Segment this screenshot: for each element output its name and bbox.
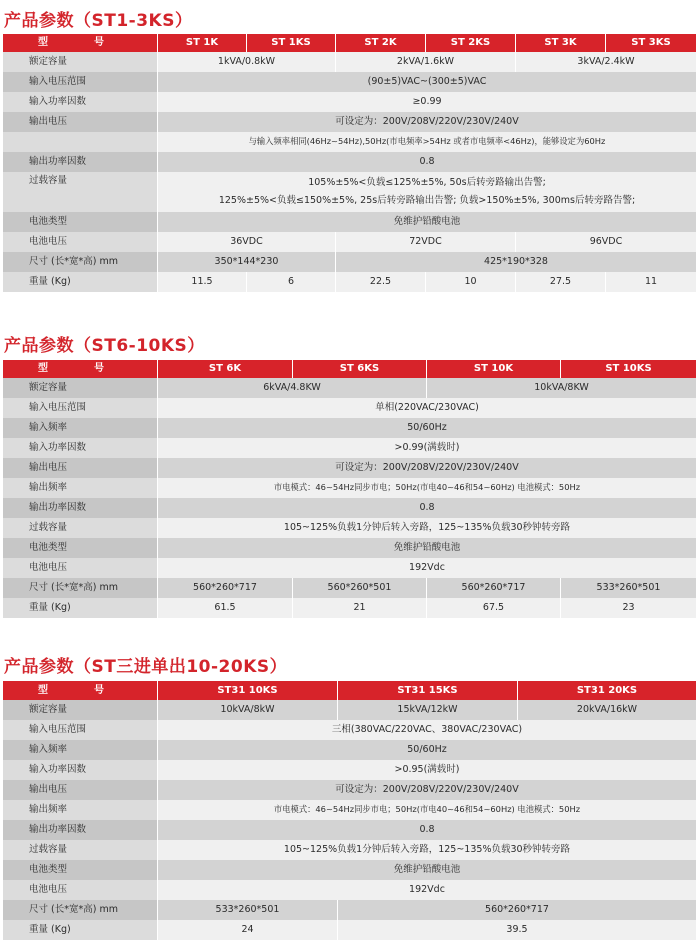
row-label: 输出电压 bbox=[3, 780, 158, 800]
value-cell: 11 bbox=[606, 272, 696, 292]
model-header: 型 号 bbox=[3, 34, 158, 52]
row-label: 尺寸 (长*宽*高) mm bbox=[3, 578, 158, 598]
row-label: 尺寸 (长*宽*高) mm bbox=[3, 252, 158, 272]
value-cell: 6 bbox=[247, 272, 336, 292]
model-cell: ST31 15KS bbox=[338, 681, 518, 700]
model-cell: ST 6K bbox=[158, 360, 293, 378]
table-row bbox=[3, 418, 696, 438]
value-cell: 免维护铅酸电池 bbox=[158, 860, 696, 880]
model-header: 型 号 bbox=[3, 360, 158, 378]
spec-table bbox=[3, 681, 696, 940]
value-cell: 72VDC bbox=[336, 232, 516, 252]
table-row bbox=[3, 458, 696, 478]
table-row bbox=[3, 212, 696, 232]
value-cell: 0.8 bbox=[158, 498, 696, 518]
row-label: 输入功率因数 bbox=[3, 760, 158, 780]
overload-line: 125%±5%<负载≤150%±5%, 25s后转旁路输出告警; 负载>150%±5%, 300ms后转旁路告警; bbox=[218, 195, 636, 206]
row-label: 尺寸 (长*宽*高) mm bbox=[3, 900, 158, 920]
table-row bbox=[3, 740, 696, 760]
table-header bbox=[3, 360, 696, 378]
value-cell: 10kVA/8kW bbox=[158, 700, 338, 720]
row-label: 电池类型 bbox=[3, 538, 158, 558]
table-row bbox=[3, 72, 696, 92]
table-row bbox=[3, 498, 696, 518]
model-cell: ST 1KS bbox=[247, 34, 336, 52]
value-cell: 192Vdc bbox=[158, 558, 696, 578]
value-cell: 50/60Hz bbox=[158, 740, 696, 760]
table-row bbox=[3, 700, 696, 720]
section-title: 产品参数（ST1-3KS） bbox=[4, 11, 193, 31]
row-label bbox=[3, 132, 158, 152]
row-label: 输入电压范围 bbox=[3, 72, 158, 92]
value-cell: 6kVA/4.8KW bbox=[158, 378, 427, 398]
row-label: 输出电压 bbox=[3, 112, 158, 132]
table-row bbox=[3, 820, 696, 840]
section-title: 产品参数（ST6-10KS） bbox=[4, 336, 205, 356]
row-label: 输出频率 bbox=[3, 478, 158, 498]
table-row bbox=[3, 900, 696, 920]
value-cell: 192Vdc bbox=[158, 880, 696, 900]
row-label: 输出电压 bbox=[3, 458, 158, 478]
table-row bbox=[3, 378, 696, 398]
table-row bbox=[3, 272, 696, 292]
value-cell: 533*260*501 bbox=[158, 900, 338, 920]
value-cell: 三相(380VAC/220VAC、380VAC/230VAC) bbox=[158, 720, 696, 740]
value-cell: 96VDC bbox=[516, 232, 696, 252]
value-cell: >0.99(满载时) bbox=[158, 438, 696, 458]
value-cell: 425*190*328 bbox=[336, 252, 696, 272]
row-label: 输入功率因数 bbox=[3, 438, 158, 458]
value-cell: 20kVA/16kW bbox=[518, 700, 696, 720]
table-row bbox=[3, 840, 696, 860]
value-cell: 免维护铅酸电池 bbox=[158, 212, 696, 232]
model-cell: ST 2KS bbox=[426, 34, 516, 52]
value-cell: 61.5 bbox=[158, 598, 293, 618]
value-cell: 350*144*230 bbox=[158, 252, 336, 272]
table-row bbox=[3, 132, 696, 152]
row-label: 输出功率因数 bbox=[3, 820, 158, 840]
row-label: 电池电压 bbox=[3, 880, 158, 900]
row-label: 过载容量 bbox=[3, 172, 158, 212]
table-row bbox=[3, 760, 696, 780]
value-cell: 105~125%负载1分钟后转入旁路，125~135%负载30秒钟转旁路 bbox=[158, 518, 696, 538]
table-row bbox=[3, 478, 696, 498]
row-label: 重量 (Kg) bbox=[3, 598, 158, 618]
row-label: 电池电压 bbox=[3, 232, 158, 252]
value-cell: 单相(220VAC/230VAC) bbox=[158, 398, 696, 418]
row-label: 重量 (Kg) bbox=[3, 920, 158, 940]
value-cell: 0.8 bbox=[158, 820, 696, 840]
table-row bbox=[3, 92, 696, 112]
row-label: 输入功率因数 bbox=[3, 92, 158, 112]
row-label: 输出频率 bbox=[3, 800, 158, 820]
table-row bbox=[3, 172, 696, 212]
value-cell: 21 bbox=[293, 598, 427, 618]
table-row bbox=[3, 720, 696, 740]
row-label: 输出功率因数 bbox=[3, 152, 158, 172]
row-label: 输入电压范围 bbox=[3, 720, 158, 740]
row-label: 额定容量 bbox=[3, 378, 158, 398]
table-row bbox=[3, 398, 696, 418]
row-label: 额定容量 bbox=[3, 52, 158, 72]
overload-line: 105%±5%<负载≤125%±5%, 50s后转旁路输出告警; bbox=[308, 176, 546, 188]
value-cell: 533*260*501 bbox=[561, 578, 696, 598]
value-cell: 市电模式：46~54Hz同步市电；50Hz(市电40~46和54~60Hz) 电池模式：50Hz bbox=[158, 800, 696, 820]
table-row bbox=[3, 232, 696, 252]
model-cell: ST 1K bbox=[158, 34, 247, 52]
model-cell: ST 2K bbox=[336, 34, 426, 52]
value-cell: 可设定为：200V/208V/220V/230V/240V bbox=[158, 458, 696, 478]
value-cell: 39.5 bbox=[338, 920, 696, 940]
value-cell: 可设定为：200V/208V/220V/230V/240V bbox=[158, 112, 696, 132]
value-cell: 560*260*717 bbox=[427, 578, 561, 598]
table-row bbox=[3, 860, 696, 880]
table-row bbox=[3, 598, 696, 618]
value-cell: 105~125%负载1分钟后转入旁路，125~135%负载30秒钟转旁路 bbox=[158, 840, 696, 860]
value-cell: 27.5 bbox=[516, 272, 606, 292]
table-row bbox=[3, 780, 696, 800]
row-label: 过载容量 bbox=[3, 518, 158, 538]
table-row bbox=[3, 880, 696, 900]
table-row bbox=[3, 438, 696, 458]
value-cell: (90±5)VAC~(300±5)VAC bbox=[158, 72, 696, 92]
value-cell: ≥0.99 bbox=[158, 92, 696, 112]
table-header bbox=[3, 681, 696, 700]
row-label: 输出功率因数 bbox=[3, 498, 158, 518]
value-cell: 1kVA/0.8kW bbox=[158, 52, 336, 72]
value-cell: 10kVA/8KW bbox=[427, 378, 696, 398]
value-cell: 3kVA/2.4kW bbox=[516, 52, 696, 72]
value-cell: 560*260*717 bbox=[158, 578, 293, 598]
value-cell: >0.95(满载时) bbox=[158, 760, 696, 780]
model-cell: ST 10K bbox=[427, 360, 561, 378]
value-cell: 11.5 bbox=[158, 272, 247, 292]
value-cell: 36VDC bbox=[158, 232, 336, 252]
value-cell bbox=[158, 172, 696, 212]
row-label: 输入电压范围 bbox=[3, 398, 158, 418]
model-header: 型 号 bbox=[3, 681, 158, 700]
value-cell: 0.8 bbox=[158, 152, 696, 172]
table-row bbox=[3, 112, 696, 132]
table-row bbox=[3, 152, 696, 172]
value-cell: 560*260*501 bbox=[293, 578, 427, 598]
value-cell: 23 bbox=[561, 598, 696, 618]
model-cell: ST 10KS bbox=[561, 360, 696, 378]
row-label: 电池电压 bbox=[3, 558, 158, 578]
table-row bbox=[3, 518, 696, 538]
model-cell: ST31 10KS bbox=[158, 681, 338, 700]
table-row bbox=[3, 558, 696, 578]
row-label: 重量 (Kg) bbox=[3, 272, 158, 292]
value-cell: 市电模式：46~54Hz同步市电；50Hz(市电40~46和54~60Hz) 电池模式：50Hz bbox=[158, 478, 696, 498]
value-cell: 与输入频率相同(46Hz~54Hz),50Hz(市电频率>54Hz 或者市电频率<46Hz)，能够设定为60Hz bbox=[158, 132, 696, 152]
table-row bbox=[3, 538, 696, 558]
table-row bbox=[3, 920, 696, 940]
row-label: 过载容量 bbox=[3, 840, 158, 860]
model-cell: ST 3K bbox=[516, 34, 606, 52]
value-cell: 免维护铅酸电池 bbox=[158, 538, 696, 558]
model-cell: ST 6KS bbox=[293, 360, 427, 378]
row-label: 输入频率 bbox=[3, 418, 158, 438]
spec-table bbox=[3, 34, 696, 292]
spec-table bbox=[3, 360, 696, 618]
value-cell: 可设定为：200V/208V/220V/230V/240V bbox=[158, 780, 696, 800]
table-row bbox=[3, 800, 696, 820]
row-label: 额定容量 bbox=[3, 700, 158, 720]
row-label: 电池类型 bbox=[3, 860, 158, 880]
table-row bbox=[3, 252, 696, 272]
value-cell: 24 bbox=[158, 920, 338, 940]
row-label: 电池类型 bbox=[3, 212, 158, 232]
value-cell: 67.5 bbox=[427, 598, 561, 618]
value-cell: 50/60Hz bbox=[158, 418, 696, 438]
table-row bbox=[3, 52, 696, 72]
value-cell: 560*260*717 bbox=[338, 900, 696, 920]
section-title: 产品参数（ST三进单出10-20KS） bbox=[4, 657, 288, 677]
value-cell: 10 bbox=[426, 272, 516, 292]
value-cell: 22.5 bbox=[336, 272, 426, 292]
model-cell: ST31 20KS bbox=[518, 681, 696, 700]
table-row bbox=[3, 578, 696, 598]
model-cell: ST 3KS bbox=[606, 34, 696, 52]
table-header bbox=[3, 34, 696, 52]
row-label: 输入频率 bbox=[3, 740, 158, 760]
value-cell: 15kVA/12kW bbox=[338, 700, 518, 720]
value-cell: 2kVA/1.6kW bbox=[336, 52, 516, 72]
